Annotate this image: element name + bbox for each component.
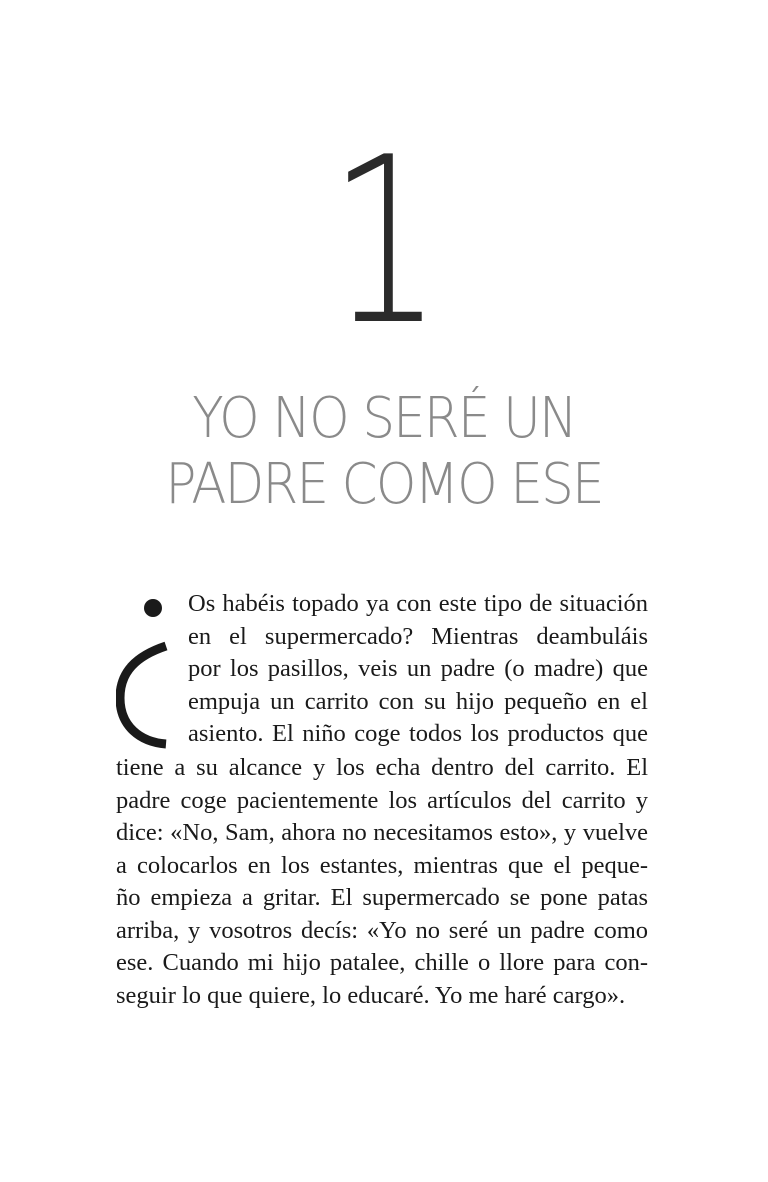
body-paragraph (116, 588, 648, 1012)
text-line: a colocarlos en los estantes, mientras que el peque- (116, 851, 648, 879)
chapter-title-line-2: PADRE COMO ESE (165, 452, 603, 517)
drop-cap (116, 594, 180, 752)
chapter-number: 1 (328, 109, 440, 376)
chapter-title (0, 386, 768, 518)
text-line: ese. Cuando mi hijo patalee, chille o llore para con- (116, 949, 648, 976)
drop-cap-glyph (116, 594, 180, 752)
text-line: dice: «No, Sam, ahora no necesitamos esto», y vuelve (116, 819, 648, 846)
text-line: arriba, y vosotros decís: «Yo no seré un padre como (116, 916, 648, 944)
text-line: tiene a su alcance y los echa dentro del carrito. El (116, 754, 648, 781)
text-line: seguir lo que quiere, lo educaré. Yo me haré cargo». (116, 981, 626, 1009)
text-line: empuja un carrito con su hijo pequeño en el (188, 687, 648, 715)
text-line: en el supermercado? Mientras deambuláis (188, 622, 648, 650)
text-line: por los pasillos, veis un padre (o madre) que (188, 655, 648, 682)
text-line: asiento. El niño coge todos los productos que (188, 720, 648, 747)
text-line: Os habéis topado ya con este tipo de situación (188, 590, 648, 617)
chapter-title-line-1: YO NO SERÉ UN (192, 386, 576, 451)
text-line: ño empieza a gritar. El supermercado se pone patas (116, 884, 648, 911)
text-line: padre coge pacientemente los artículos del carrito y (116, 786, 648, 814)
